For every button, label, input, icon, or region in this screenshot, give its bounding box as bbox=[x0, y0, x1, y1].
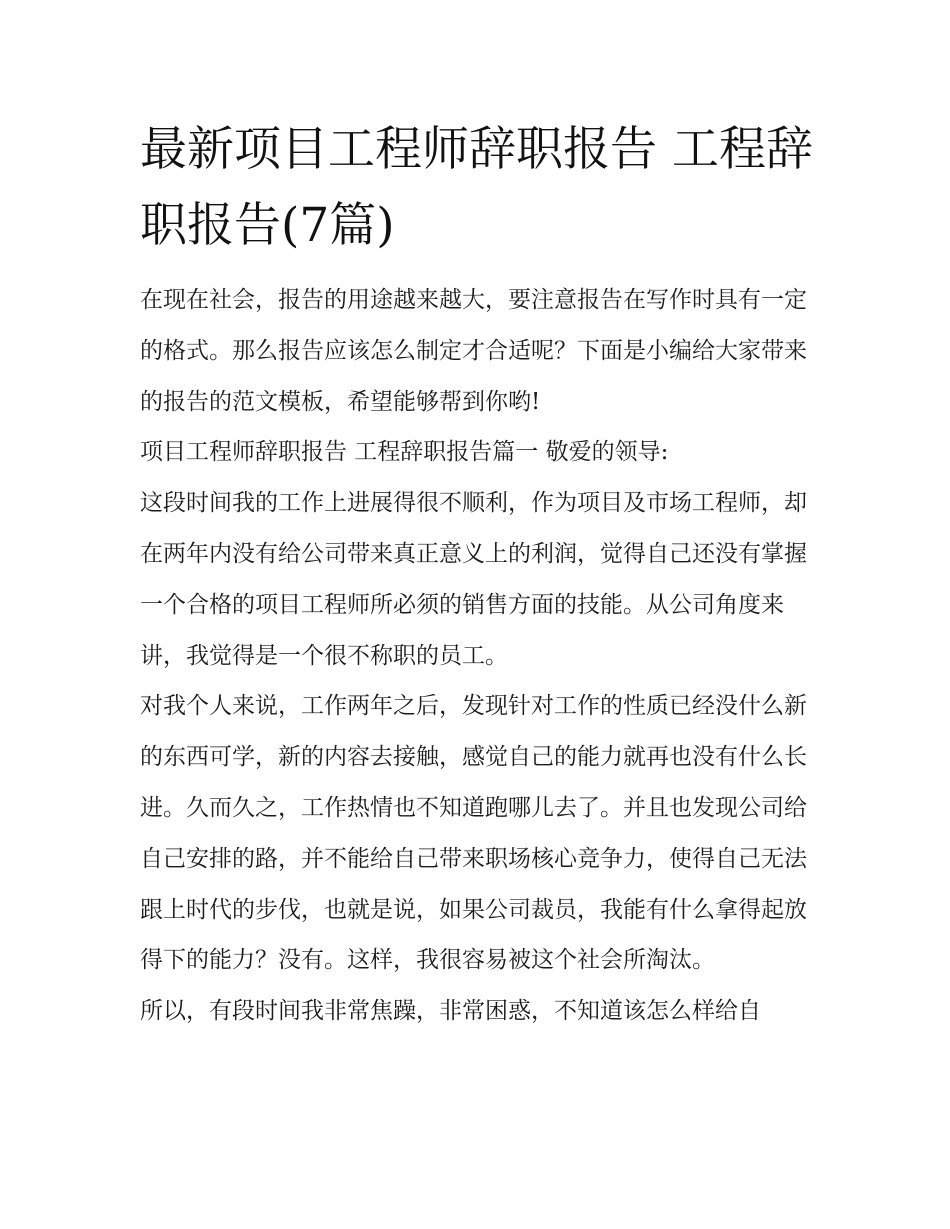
body-paragraph: 所以，有段时间我非常焦躁，非常困惑，不知道该怎么样给自 bbox=[140, 998, 761, 1025]
body-paragraph: 对我个人来说，工作两年之后，发现针对工作的性质已经没什么新的东西可学，新的内容去接触，感觉自己的能力就再也没有什么长进。久而久之，工作热情也不知道跑哪儿去了。并且也发现公司给自己安排的路，并不能给自己带来职场核心竞争力，使得自己无法跟上时代的步伐，也就是说，如果公司裁员，我能有什么拿得起放得下的能力？没有。这样，我很容易被这个社会所淘汰。 bbox=[140, 693, 807, 974]
intro-paragraph: 在现在社会，报告的用途越来越大，要注意报告在写作时具有一定的格式。那么报告应该怎么制定才合适呢？下面是小编给大家带来的报告的范文模板，希望能够帮到你哟! bbox=[140, 287, 807, 415]
document-body bbox=[140, 275, 820, 1037]
body-paragraph: 这段时间我的工作上进展得很不顺利，作为项目及市场工程师，却在两年内没有给公司带来真正意义上的利润，觉得自己还没有掌握一个合格的项目工程师所必须的销售方面的技能。从公司角度来讲，我觉得是一个很不称职的员工。 bbox=[140, 490, 807, 669]
document-title: 最新项目工程师辞职报告 工程辞职报告(7篇) bbox=[140, 122, 813, 253]
section-heading-paragraph: 项目工程师辞职报告 工程辞职报告篇一 敬爱的领导: bbox=[140, 439, 669, 466]
